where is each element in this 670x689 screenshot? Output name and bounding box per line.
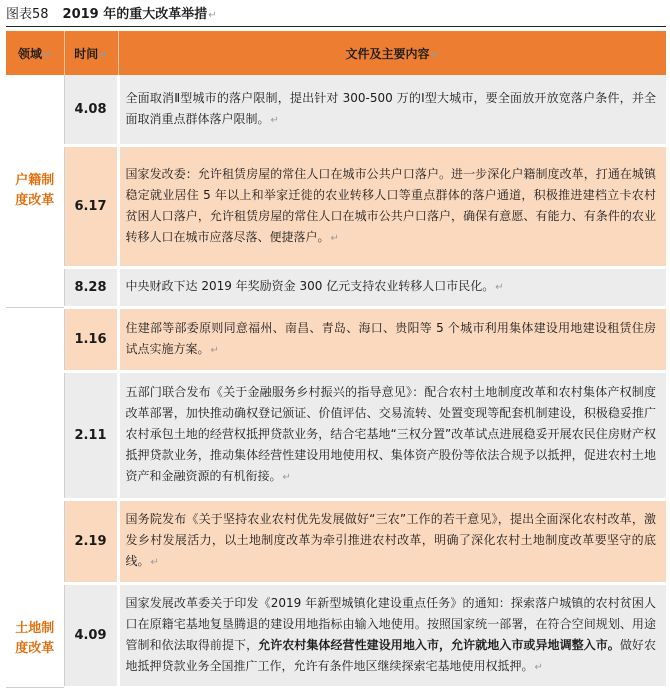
header-row xyxy=(6,31,666,75)
time-cell: 1.16 xyxy=(64,307,118,371)
paragraph-mark-icon: ↵ xyxy=(430,49,439,61)
table-row xyxy=(6,583,666,687)
domain-label: 户籍制度改革 xyxy=(15,172,55,208)
paragraph-mark-icon: ↵ xyxy=(270,114,279,126)
table-row xyxy=(6,145,666,267)
time-cell: 2.19 xyxy=(64,499,118,583)
paragraph-mark-icon: ↵ xyxy=(495,282,504,293)
content-cell: 国家发改委：允许租赁房屋的常住人口在城市公共户口落户。进一步深化户籍制度改革，打通在城镇稳定就业居住 5 年以上和举家迁徙的农业转移人口等重点群体的落户通道，积极推进建档立卡农村贫困人口落户，允许租赁房屋的常住人口在城市公共户口落户，确保有意愿、有能力、有条件的农业转移人口在城市应落尽落、便捷落户。↵ xyxy=(118,145,666,267)
figure-caption xyxy=(6,4,666,27)
paragraph-mark-icon: ↵ xyxy=(43,49,52,61)
content-cell: 全面取消Ⅱ型城市的落户限制，提出针对 300-500 万的Ⅰ型大城市，要全面放开放宽落户条件，并全面取消重点群体落户限制。↵ xyxy=(118,75,666,145)
paragraph-mark-icon: ↵ xyxy=(330,232,339,244)
domain-label: 土地制度改革 xyxy=(15,620,55,656)
table-row xyxy=(6,307,666,371)
highlighted-text: 允许农村集体经营性建设用地入市，允许就地入市或异地调整入市。 xyxy=(258,637,620,652)
reform-table xyxy=(6,31,666,689)
time-cell: 4.09 xyxy=(64,583,118,687)
content-cell: 国家发展改革委关于印发《2019 年新型城镇化建设重点任务》的通知：探索落户城镇的农村贫困人口在原籍宅基地复垦腾退的建设用地指标由输入地使用。按照国家统一部署，在符合空间规划、用途管制和依法取得前提下，允许农村集体经营性建设用地入市，允许就地入市或异地调整入市。做好农地抵押贷款业务全国推广工作，允许有条件地区继续探索宅基地使用权抵押。↵ xyxy=(118,583,666,687)
header-time: 时间↵ xyxy=(64,31,118,75)
table-row xyxy=(6,499,666,583)
content-cell: 国务院发布《关于坚持农业农村优先发展做好“三农”工作的若干意见》，提出全面深化农村改革，激发乡村发展活力，以土地制度改革为牵引推进农村改革，明确了深化农村土地制度改革要坚守的底线。↵ xyxy=(118,499,666,583)
table-row xyxy=(6,371,666,499)
paragraph-mark-icon: ↵ xyxy=(534,661,543,673)
table-row xyxy=(6,75,666,145)
time-cell: 8.28 xyxy=(64,267,118,307)
paragraph-mark-icon: ↵ xyxy=(210,344,219,356)
domain-cell-land xyxy=(6,307,64,687)
figure-title: 2019 年的重大改革举措 xyxy=(62,7,208,22)
paragraph-mark-icon: ↵ xyxy=(282,472,291,483)
paragraph-mark-icon: ↵ xyxy=(150,557,159,568)
content-cell: 五部门联合发布《关于金融服务乡村振兴的指导意见》：配合农村土地制度改革和农村集体产权制度改革部署，加快推动确权登记颁证、价值评估、交易流转、处置变现等配套机制建设，积极稳妥推广农村承包土地的经营权抵押贷款业务，结合宅基地“三权分置”改革试点进展稳妥开展农民住房财产权抵押贷款业务，推动集体经营性建设用地使用权、集体资产股份等依法合规予以抵押，促进农村土地资产和金融资源的有机衔接。↵ xyxy=(118,371,666,499)
content-cell: 住建部等部委原则同意福州、南昌、青岛、海口、贵阳等 5 个城市利用集体建设用地建设租赁住房试点实施方案。↵ xyxy=(118,307,666,371)
header-domain: 领域↵ xyxy=(6,31,64,75)
header-content: 文件及主要内容↵ xyxy=(118,31,666,75)
domain-cell-hukou xyxy=(6,75,64,307)
time-cell: 4.08 xyxy=(64,75,118,145)
table-row xyxy=(6,267,666,307)
paragraph-mark-icon: ↵ xyxy=(99,49,108,61)
figure-label: 图表58 xyxy=(6,7,49,22)
time-cell: 2.11 xyxy=(64,371,118,499)
time-cell: 6.17 xyxy=(64,145,118,267)
content-cell: 中央财政下达 2019 年奖励资金 300 亿元支持农业转移人口市民化。↵ xyxy=(118,267,666,307)
paragraph-mark-icon: ↵ xyxy=(208,10,217,21)
